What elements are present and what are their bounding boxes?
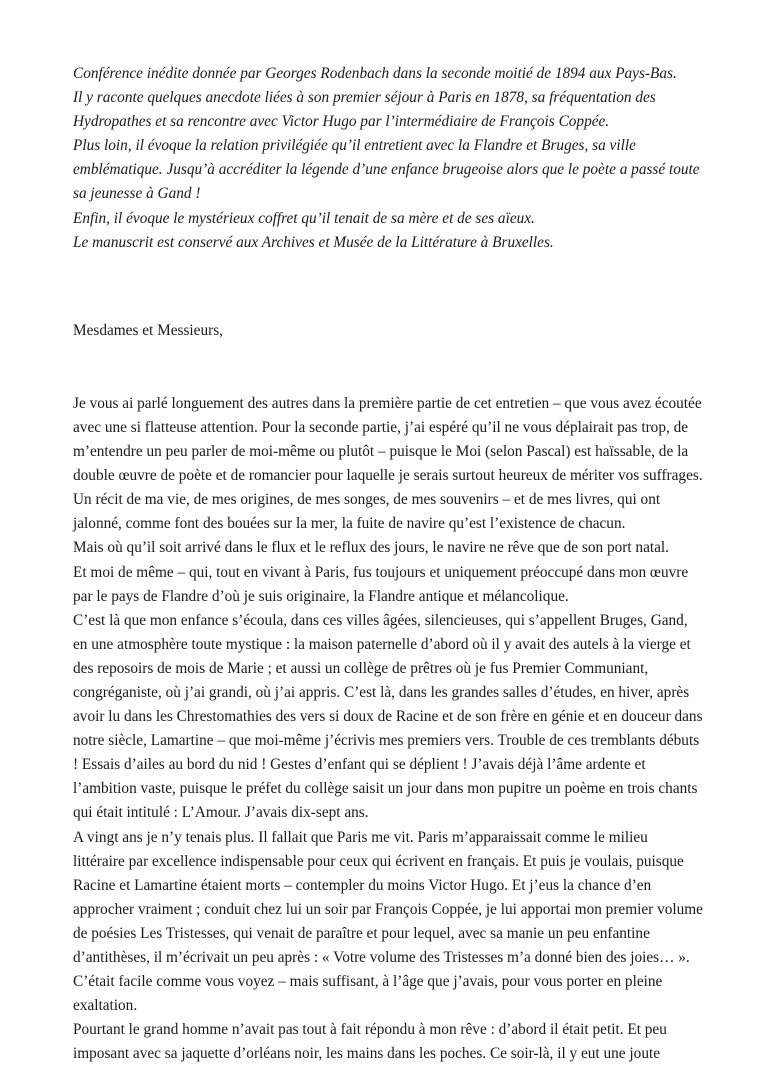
intro-line: Plus loin, il évoque la relation privilégiée qu’il entretient avec la Flandre et Bruges, sa ville emblématique. Jusqu’à accréditer la légende d’une enfance brugeoise alors que le poète a passé toute sa jeunesse à Gand ! (73, 137, 700, 203)
document-page (73, 62, 703, 1066)
paragraph: Mais où qu’il soit arrivé dans le flux et le reflux des jours, le navire ne rêve que de son port natal. (73, 539, 669, 557)
intro-line: Le manuscrit est conservé aux Archives et Musée de la Littérature à Bruxelles. (73, 233, 554, 251)
paragraph: Un récit de ma vie, de mes origines, de mes songes, de mes souvenirs – et de mes livres, qui ont jalonné, comme font des bouées sur la mer, la fuite de navire qu’est l’existence de chacun. (73, 491, 661, 533)
paragraph: A vingt ans je n’y tenais plus. Il fallait que Paris me vit. Paris m’apparaissait comme le milieu littéraire par excellence indispensable pour ceux qui écrivent en français. Et puis je voulais, puisque Racine et Lamartine étaient morts – contempler du moins Victor Hugo. Et j’eus la chance d’en approcher vraiment ; conduit chez lui un soir par François Coppée, je lui apportai mon premier volume de poésies Les Tristesses, qui venait de paraître et pour lequel, avec sa manie un peu enfantine d’antithèses, il m’écrivait un peu après : « Votre volume des Tristesses m’a donné bien des joies… ». (73, 828, 703, 966)
intro-note (73, 62, 703, 255)
paragraph: C’est là que mon enfance s’écoula, dans ces villes âgées, silencieuses, qui s’appellent Bruges, Gand, en une atmosphère toute mystique : la maison paternelle d’abord où il y avait des autels à la vierge et des reposoirs de mois de Marie ; et aussi un collège de prêtres où je fus Premier Communiant, congréganiste, où j’ai grandi, où j’ai appris. C’est là, dans les grandes salles d’études, en hiver, après avoir lu dans les Chrestomathies des vers si doux de Racine et de son frère en génie et en douceur dans notre siècle, Lamartine – que moi-même j’écrivis mes premiers vers. Trouble de ces tremblants débuts ! Essais d’ailes au bord du nid ! Gestes d’enfant qui se déplient ! J’avais déjà l’âme ardente et l’ambition vaste, puisque le préfet du collège saisit un jour dans mon pupitre un poème en trois chants qui était intitulé : L’Amour. J’avais dix-sept ans. (73, 611, 703, 822)
intro-line: Conférence inédite donnée par Georges Rodenbach dans la seconde moitié de 1894 aux Pays-Bas. (73, 65, 677, 82)
salutation: Mesdames et Messieurs, (73, 321, 223, 339)
paragraph: C’était facile comme vous voyez – mais suffisant, à l’âge que j’avais, pour vous porter en pleine exaltation. (73, 973, 663, 1015)
lecture-text (73, 392, 703, 1066)
intro-line: Il y raconte quelques anecdote liées à son premier séjour à Paris en 1878, sa fréquentation des Hydropathes et sa rencontre avec Victor Hugo par l’intermédiaire de François Coppée. (73, 89, 656, 131)
intro-line: Enfin, il évoque le mystérieux coffret qu’il tenait de sa mère et de ses aïeux. (73, 209, 535, 227)
paragraph: Pourtant le grand homme n’avait pas tout à fait répondu à mon rêve : d’abord il était petit. Et peu imposant avec sa jaquette d’orléans noir, les mains dans les poches. Ce soir-là, il y eut une joute (73, 1021, 667, 1063)
paragraph: Et moi de même – qui, tout en vivant à Paris, fus toujours et uniquement préoccupé dans mon œuvre par le pays de Flandre d’où je suis originaire, la Flandre antique et mélancolique. (73, 563, 689, 605)
paragraph: Je vous ai parlé longuement des autres dans la première partie de cet entretien – que vous avez écoutée avec une si flatteuse attention. Pour la seconde partie, j’ai espéré qu’il ne vous déplairait pas trop, de m’entendre un peu parler de moi-même ou plutôt – puisque le Moi (selon Pascal) est haïssable, de la double œuvre de poète et de romancier pour laquelle je serais surtout heureux de mériter vos suffrages. (73, 394, 703, 485)
